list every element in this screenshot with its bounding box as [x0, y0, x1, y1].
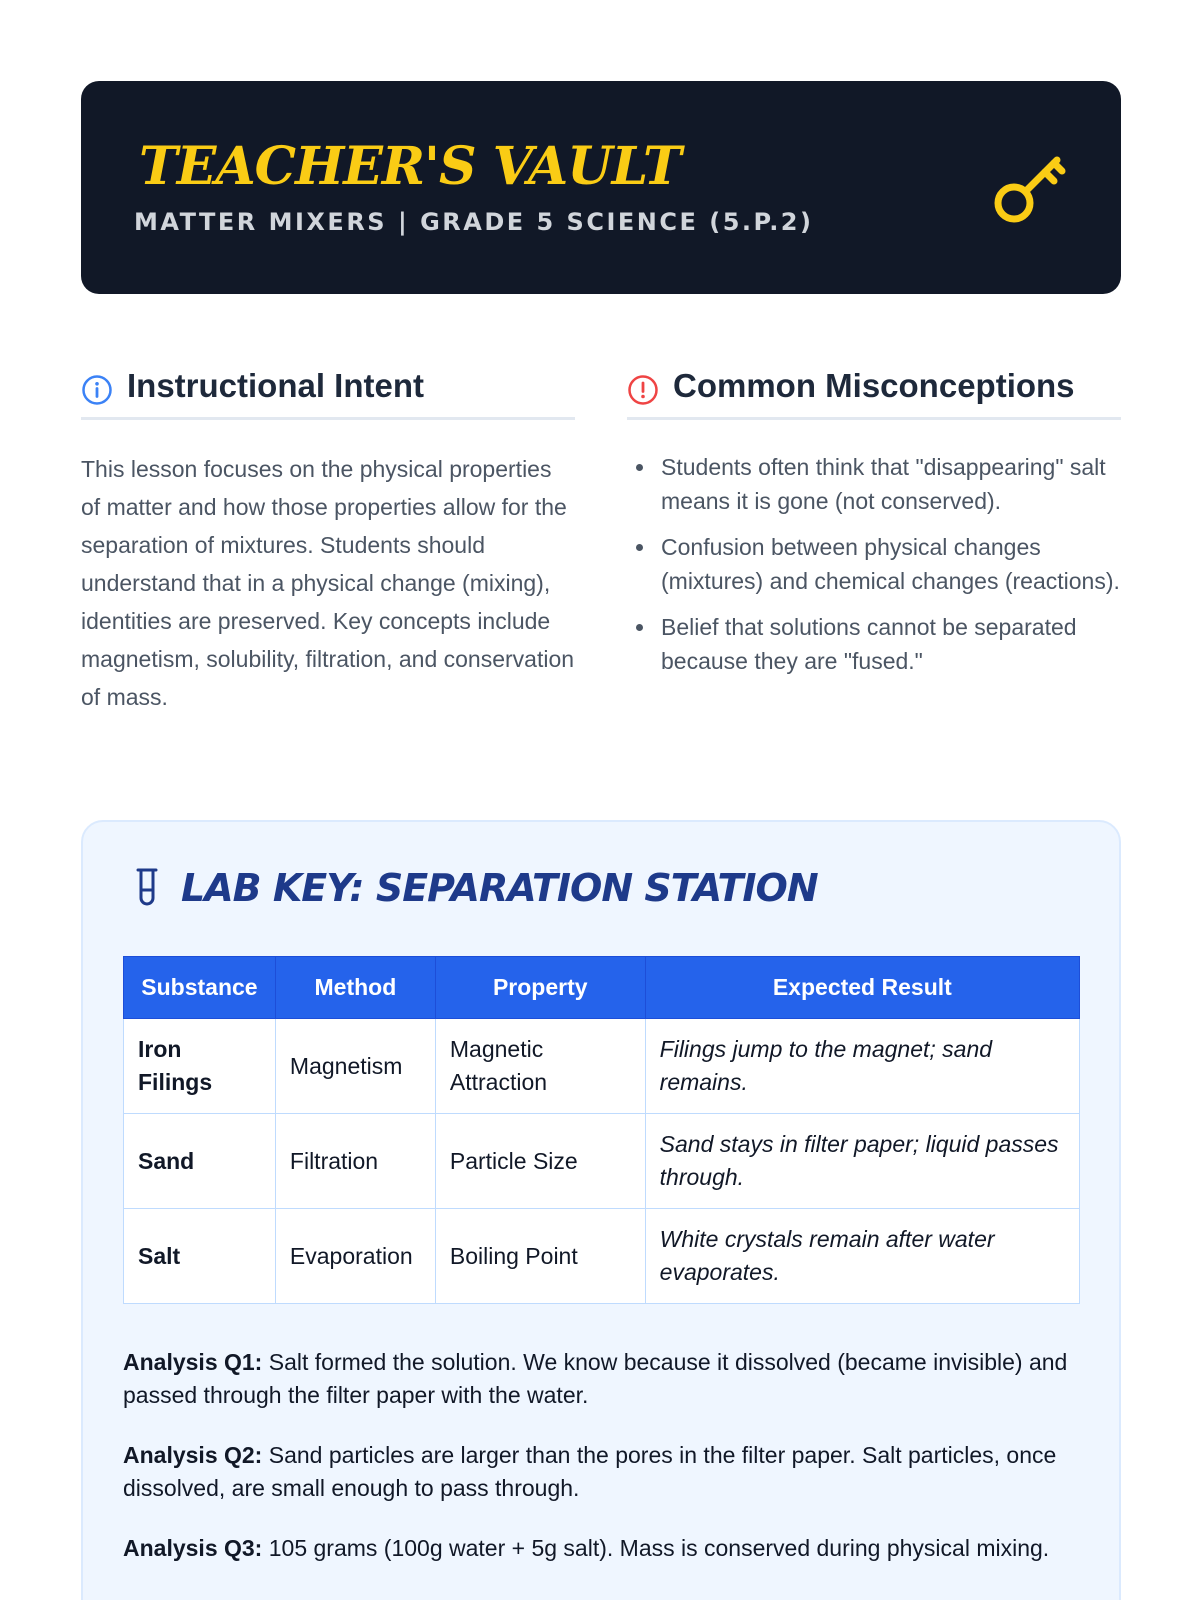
section-heading [81, 362, 575, 420]
column-header: Property [435, 957, 645, 1019]
substance-cell: Iron Filings [124, 1019, 276, 1114]
result-cell: White crystals remain after water evaporates. [645, 1209, 1079, 1304]
analysis-q2 [123, 1439, 1080, 1505]
analysis-text: 105 grams (100g water + 5g salt). Mass is conserved during physical mixing. [268, 1535, 1050, 1561]
column-header: Substance [124, 957, 276, 1019]
method-cell: Evaporation [275, 1209, 435, 1304]
analysis-label: Analysis Q1: [123, 1349, 263, 1375]
list-item: Belief that solutions cannot be separated because they are "fused." [627, 610, 1121, 678]
vault-header [81, 81, 1121, 294]
analysis-label: Analysis Q2: [123, 1442, 263, 1468]
table-row [124, 1019, 1080, 1114]
page-subtitle: MATTER MIXERS | GRADE 5 SCIENCE (5.P.2) [134, 208, 814, 236]
key-icon [987, 145, 1077, 235]
lab-title: LAB KEY: SEPARATION STATION [181, 866, 818, 910]
method-cell: Filtration [275, 1114, 435, 1209]
result-cell: Sand stays in filter paper; liquid passes through. [645, 1114, 1079, 1209]
property-cell: Particle Size [435, 1114, 645, 1209]
substance-cell: Salt [124, 1209, 276, 1304]
test-tube-icon [135, 866, 159, 910]
property-cell: Boiling Point [435, 1209, 645, 1304]
substance-cell: Sand [124, 1114, 276, 1209]
column-header: Method [275, 957, 435, 1019]
method-cell: Magnetism [275, 1019, 435, 1114]
intent-paragraph: This lesson focuses on the physical properties of matter and how those properties allow for the separation of mixtures. Students should understand that in a physical change (mixing), identities are preserved. Key concepts include magnetism, solubility, filtration, and conservation of mass. [81, 456, 575, 710]
table-row [124, 1209, 1080, 1304]
analysis-q3 [123, 1532, 1080, 1565]
table-row [124, 1114, 1080, 1209]
analysis-text: Sand particles are larger than the pores in the filter paper. Salt particles, once dissolved, are small enough to pass through. [123, 1442, 1057, 1501]
instructional-intent-section [81, 362, 575, 716]
misconceptions-list [627, 450, 1121, 678]
property-cell: Magnetic Attraction [435, 1019, 645, 1114]
misconceptions-section [627, 362, 1121, 690]
lab-key-panel [81, 820, 1121, 1600]
section-title: Common Misconceptions [673, 366, 1075, 404]
analysis-label: Analysis Q3: [123, 1535, 263, 1561]
list-item: Students often think that "disappearing" salt means it is gone (not conserved). [627, 450, 1121, 518]
analysis-text: Salt formed the solution. We know because it dissolved (became invisible) and passed through the filter paper with the water. [123, 1349, 1068, 1408]
page-title: TEACHER'S VAULT [139, 136, 681, 197]
info-icon [81, 374, 113, 406]
lab-key-table [123, 956, 1080, 1304]
alert-icon [627, 374, 659, 406]
list-item: Confusion between physical changes (mixtures) and chemical changes (reactions). [627, 530, 1121, 598]
analysis-q1 [123, 1346, 1080, 1412]
section-title: Instructional Intent [127, 366, 424, 404]
section-heading [627, 362, 1121, 420]
table-header-row [124, 957, 1080, 1019]
lab-heading [135, 866, 818, 910]
result-cell: Filings jump to the magnet; sand remains. [645, 1019, 1079, 1114]
column-header: Expected Result [645, 957, 1079, 1019]
